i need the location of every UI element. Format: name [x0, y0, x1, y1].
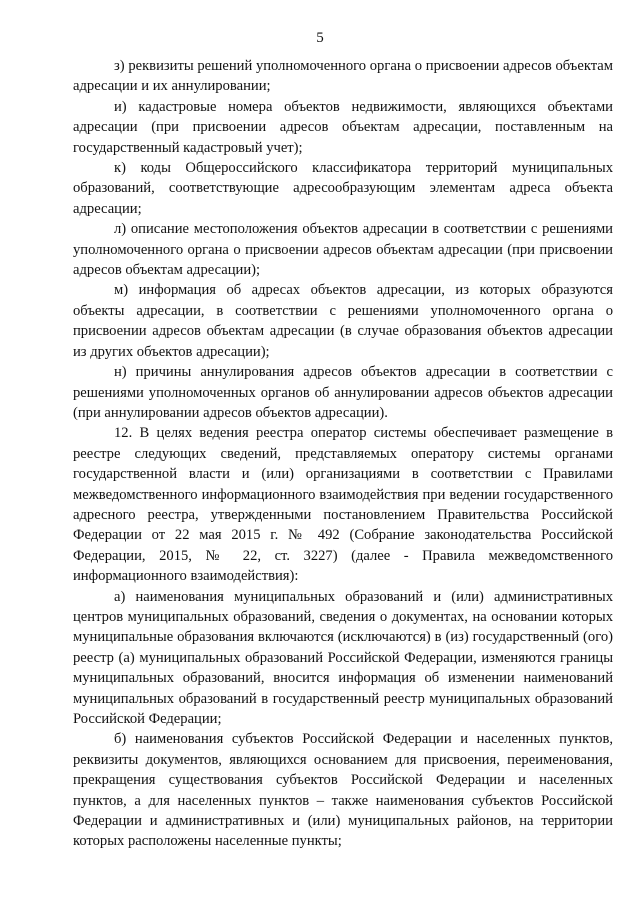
paragraph-m: м) информация об адресах объектов адресации, из которых образуются объекты адресации, в соответствии с решениями уполномоченного органа о присвоении адресов объектам адресации (в случае образования объектов адресации из других объектов адресации);	[73, 282, 613, 360]
paragraph-l: л) описание местоположения объектов адресации в соответствии с решениями уполномоченного органа о присвоении адресов объектам адресации (при присвоении адресов объектам адресации);	[73, 221, 613, 279]
paragraph-i: и) кадастровые номера объектов недвижимости, являющихся объектами адресации (при присвоении адресов объектам адресации, поставленным на государственный кадастровый учет);	[73, 98, 613, 156]
paragraph-z: з) реквизиты решений уполномоченного органа о присвоении адресов объектам адресации и их аннулировании;	[73, 58, 613, 95]
paragraph-n: н) причины аннулирования адресов объектов адресации в соответствии с решениями уполномоченных органов об аннулировании адресов объектов адресации (при аннулировании адресов объектов адресации).	[73, 364, 613, 421]
paragraph-a: а) наименования муниципальных образований и (или) административных центров муниципальных образований, сведения о документах, на основании которых муниципальные образования включаются (исключаются) в (из) государственный (ого) реестр (а) муниципальных образований Российской Федерации, изменяются границы муниципальных образований, вносится информация об изменении наименований муниципальных образований в государственный реестр муниципальных образований Российской Федерации;	[73, 588, 613, 727]
paragraph-k: к) коды Общероссийского классификатора территорий муниципальных образований, соответствующие адресообразующим элементам адреса объекта адресации;	[73, 160, 613, 217]
page-number: 5	[316, 30, 324, 46]
document-body	[73, 56, 613, 852]
paragraph-b: б) наименования субъектов Российской Федерации и населенных пунктов, реквизиты документов, являющихся основанием для присвоения, переименования, прекращения существования субъектов Российской Федерации и населенных пунктов, а для населенных пунктов – также наименования субъектов Российской Федерации и административных и (или) муниципальных районов, на территории которых расположены населенные пункты;	[73, 731, 613, 850]
paragraph-12: 12. В целях ведения реестра оператор системы обеспечивает размещение в реестре следующих сведений, представляемых оператору системы органами государственной власти и (или) организациями в соответствии с Правилами межведомственного информационного взаимодействия при ведении государственного адресного реестра, утвержденными постановлением Правительства Российской Федерации от 22 мая 2015 г. № 492 (Собрание законодательства Российской Федерации, 2015, № 22, ст. 3227) (далее - Правила межведомственного информационного взаимодействия):	[73, 425, 613, 585]
